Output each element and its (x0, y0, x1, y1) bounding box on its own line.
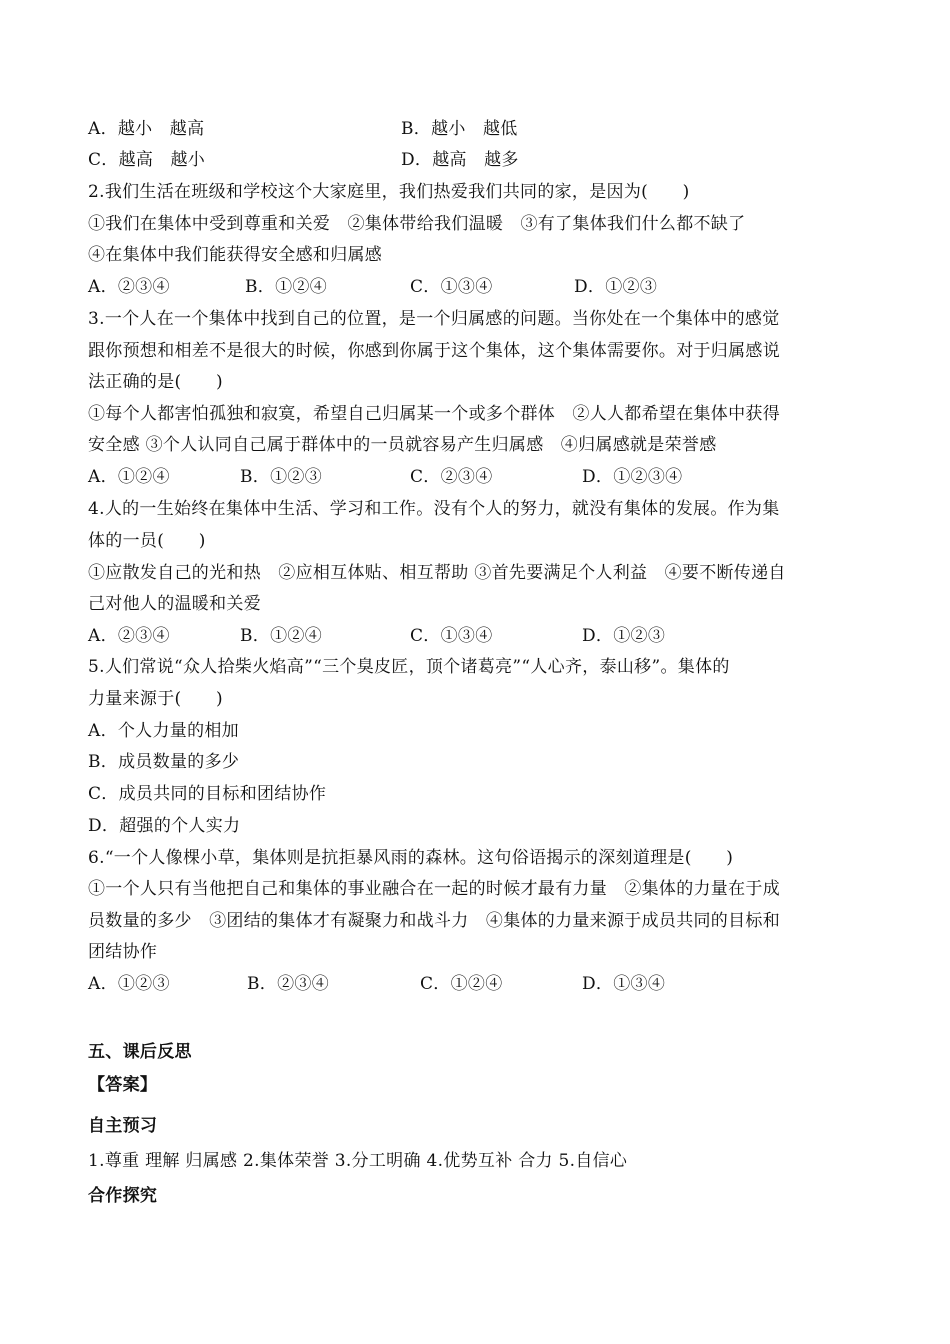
q4-option-c: C．①③④ (410, 626, 493, 646)
q5-option-a: A．个人力量的相加 (88, 721, 239, 741)
q4-statements-2: 己对他人的温暖和关爱 (88, 594, 261, 614)
q2-option-c: C．①③④ (410, 277, 493, 297)
q2-stem: 2.我们生活在班级和学校这个大家庭里，我们热爱我们共同的家，是因为( ) (88, 182, 690, 202)
q6-statements-2: 员数量的多少 ③团结的集体才有凝聚力和战斗力 ④集体的力量来源于成员共同的目标和 (88, 911, 780, 931)
q2-option-d: D．①②③ (574, 277, 658, 297)
q3-statements-2: 安全感 ③个人认同自己属于群体中的一员就容易产生归属感 ④归属感就是荣誉感 (88, 435, 717, 455)
q2-statements-1: ①我们在集体中受到尊重和关爱 ②集体带给我们温暖 ③有了集体我们什么都不缺了 (88, 214, 746, 234)
q3-option-d: D．①②③④ (582, 467, 683, 487)
q5-option-d: D．超强的个人实力 (88, 816, 241, 836)
q4-option-d: D．①②③ (582, 626, 666, 646)
q6-statements-1: ①一个人只有当他把自己和集体的事业融合在一起的时候才最有力量 ②集体的力量在于成 (88, 879, 780, 899)
q5-stem-2: 力量来源于( ) (88, 689, 223, 709)
q6-option-c: C．①②④ (420, 974, 503, 994)
q3-stem-3: 法正确的是( ) (88, 372, 223, 392)
q1-option-c: C．越高 越小 (88, 150, 206, 170)
q2-option-a: A．②③④ (88, 277, 170, 297)
q6-option-b: B．②③④ (247, 974, 329, 994)
q6-option-d: D．①③④ (582, 974, 666, 994)
q3-option-a: A．①②④ (88, 467, 170, 487)
q4-stem-2: 体的一员( ) (88, 531, 206, 551)
q1-option-d: D．越高 越多 (401, 150, 519, 170)
q6-option-a: A．①②③ (88, 974, 170, 994)
section-heading-reflection: 五、课后反思 (88, 1042, 192, 1062)
q1-option-a: A．越小 越高 (88, 119, 205, 139)
q2-option-b: B．①②④ (245, 277, 327, 297)
q4-option-b: B．①②④ (240, 626, 322, 646)
q6-stem: 6.“一个人像棵小草，集体则是抗拒暴风雨的森林。这句俗语揭示的深刻道理是( ) (88, 848, 734, 868)
q3-stem-2: 跟你预想和相差不是很大的时候，你感到你属于这个集体，这个集体需要你。对于归属感说 (88, 341, 780, 361)
q1-option-b: B．越小 越低 (401, 119, 518, 139)
cooperate-heading: 合作探究 (88, 1186, 158, 1206)
q5-option-c: C．成员共同的目标和团结协作 (88, 784, 327, 804)
q5-option-b: B．成员数量的多少 (88, 752, 240, 772)
q3-option-b: B．①②③ (240, 467, 322, 487)
q3-stem-1: 3.一个人在一个集体中找到自己的位置，是一个归属感的问题。当你处在一个集体中的感觉 (88, 309, 780, 329)
q6-statements-3: 团结协作 (88, 942, 158, 962)
q3-option-c: C．②③④ (410, 467, 493, 487)
q4-statements-1: ①应散发自己的光和热 ②应相互体贴、相互帮助 ③首先要满足个人利益 ④要不断传递自 (88, 563, 786, 583)
preview-heading: 自主预习 (88, 1116, 158, 1136)
preview-answers: 1.尊重 理解 归属感 2.集体荣誉 3.分工明确 4.优势互补 合力 5.自信心 (88, 1151, 628, 1171)
answer-heading: 【答案】 (88, 1075, 158, 1095)
q4-stem-1: 4.人的一生始终在集体中生活、学习和工作。没有个人的努力，就没有集体的发展。作为集 (88, 499, 780, 519)
q2-statements-2: ④在集体中我们能获得安全感和归属感 (88, 245, 383, 265)
q5-stem-1: 5.人们常说“众人拾柴火焰高”“三个臭皮匠，顶个诸葛亮”“人心齐，泰山移”。集体的 (88, 657, 730, 677)
q3-statements-1: ①每个人都害怕孤独和寂寞，希望自己归属某一个或多个群体 ②人人都希望在集体中获得 (88, 404, 780, 424)
q4-option-a: A．②③④ (88, 626, 170, 646)
